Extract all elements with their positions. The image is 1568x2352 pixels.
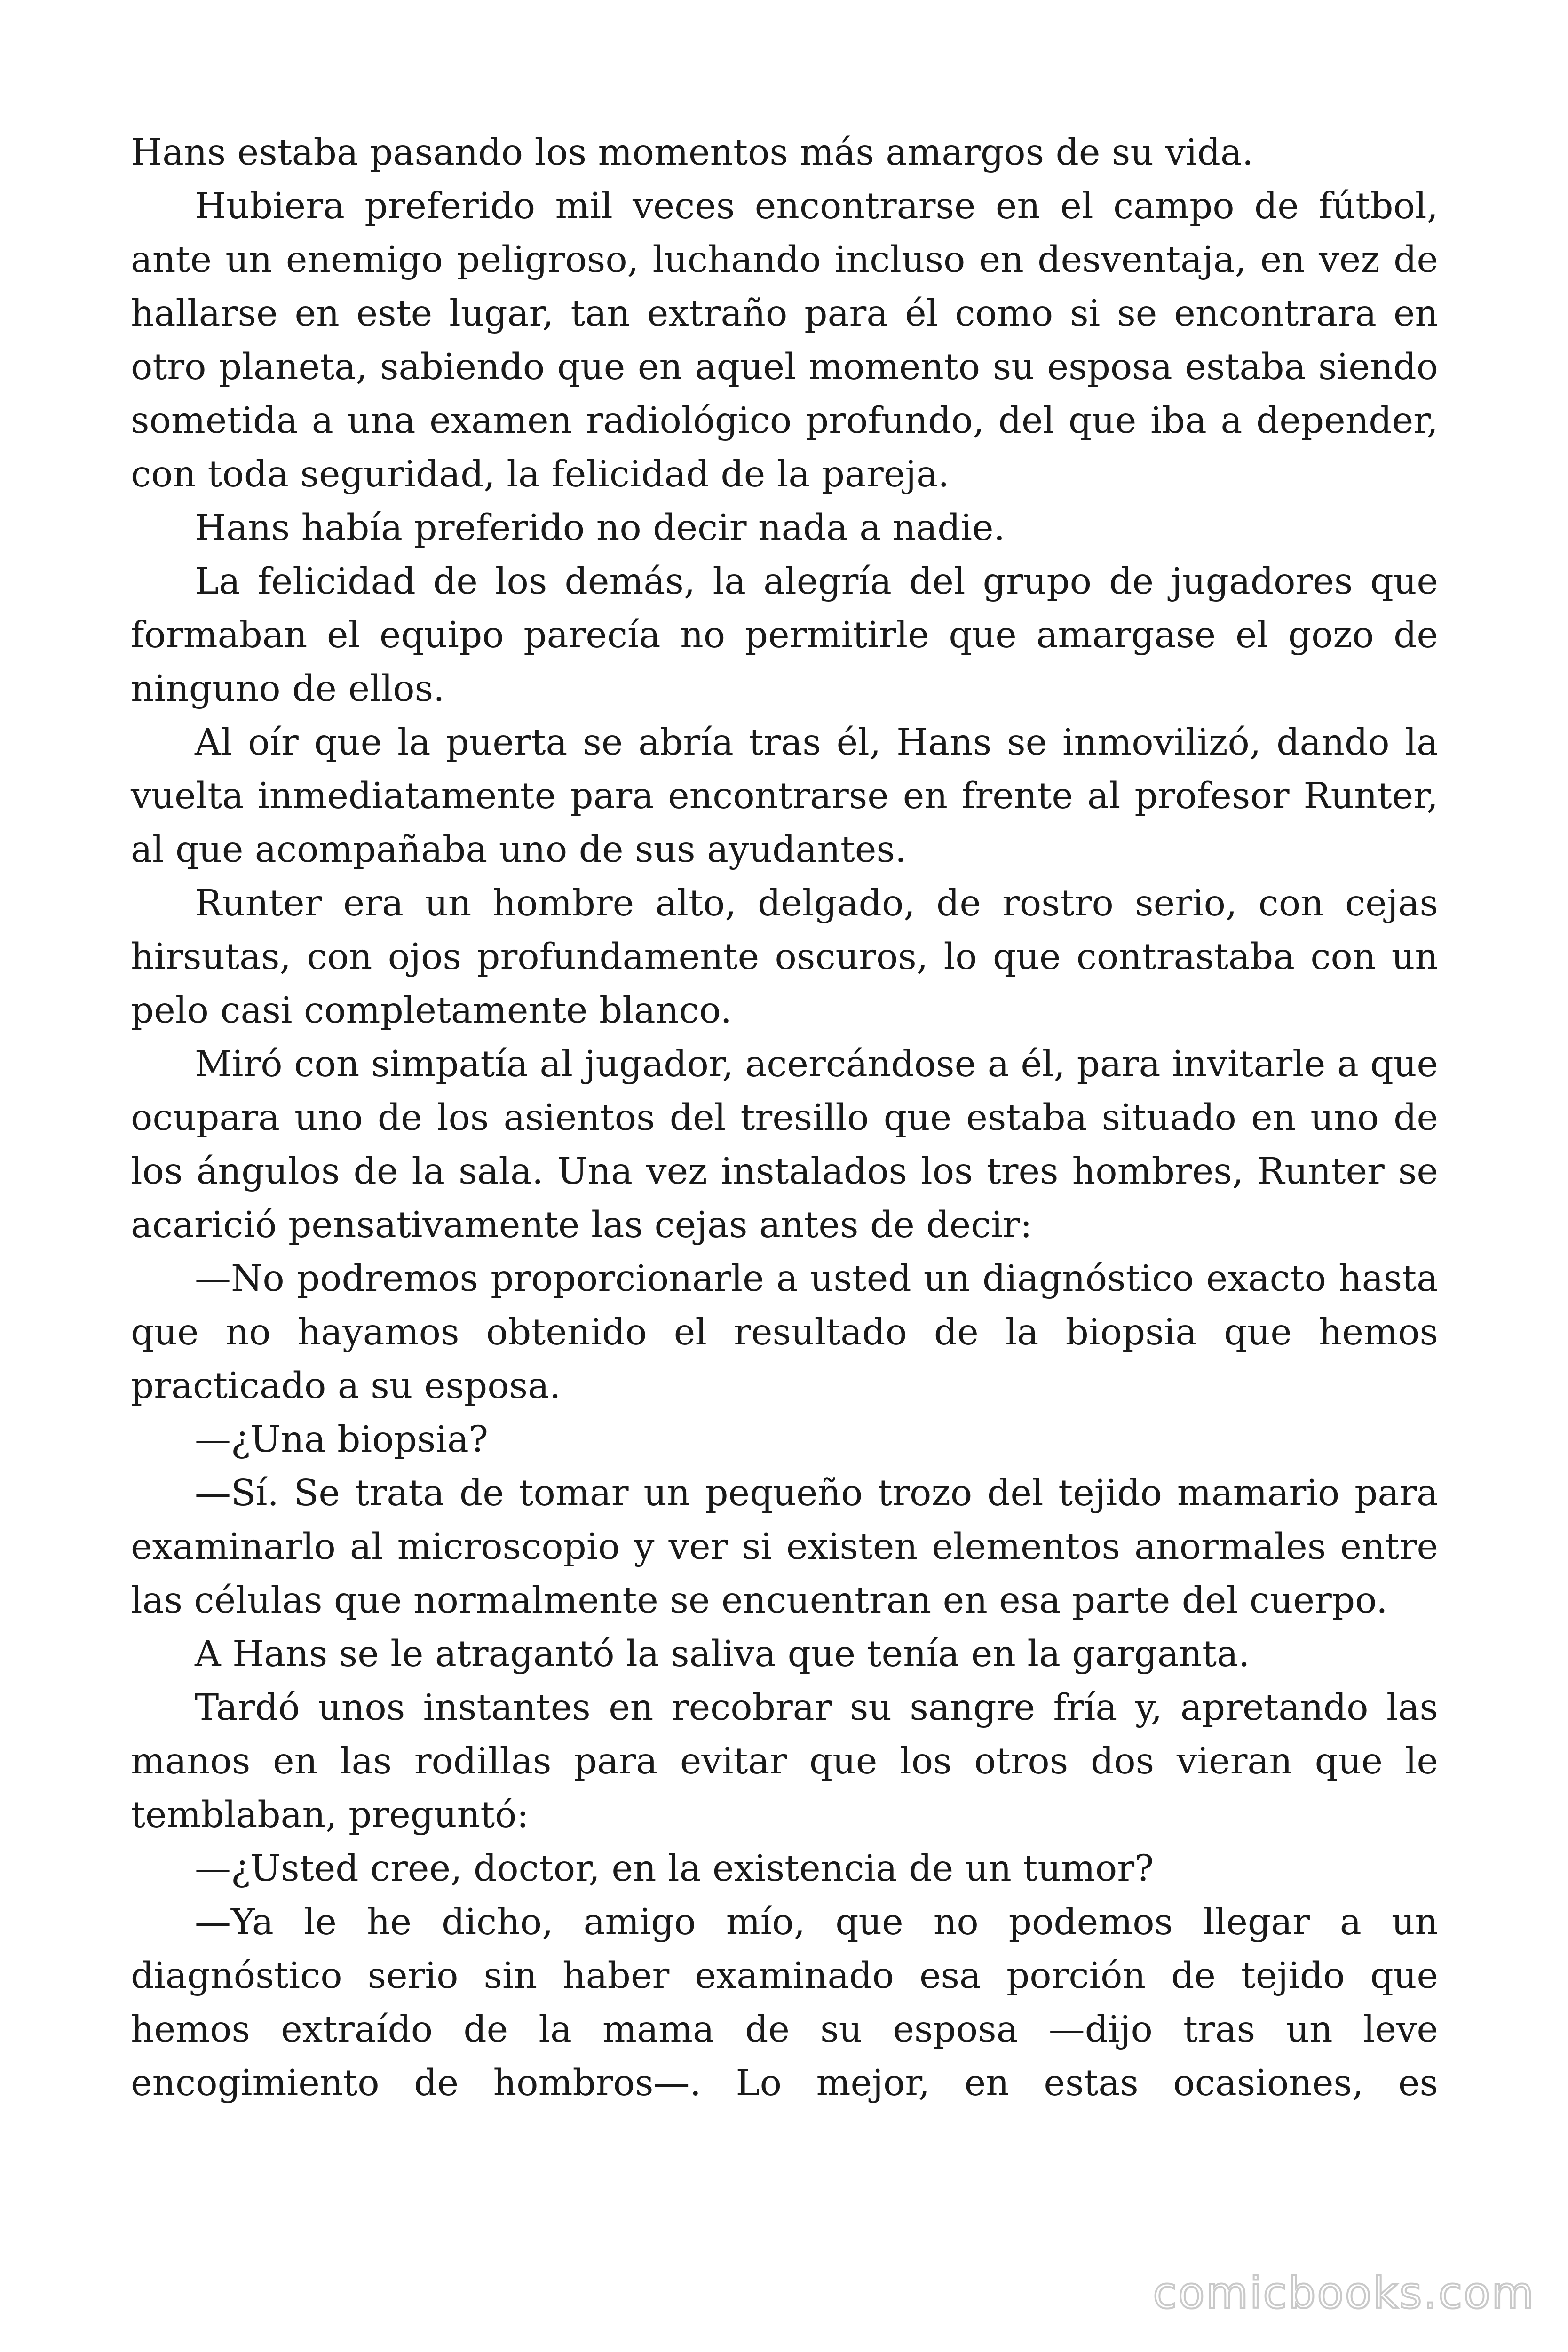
paragraph: —¿Una biopsia? xyxy=(195,1419,489,1461)
paragraph: —Ya le he dicho, amigo mío, que no podemos llegar a un diagnóstico serio sin haber examinado esa porción de tejido que hemos extraído de la mama de su esposa —dijo tras un leve encogimiento de hombros—. Lo mejor, en estas ocasiones, es xyxy=(131,1901,1438,2104)
paragraph: —¿Usted cree, doctor, en la existencia de un tumor? xyxy=(195,1848,1154,1890)
paragraph: A Hans se le atragantó la saliva que tenía en la garganta. xyxy=(195,1633,1250,1675)
watermark: comicbooks.com xyxy=(1153,2268,1535,2318)
paragraph: —Sí. Se trata de tomar un pequeño trozo del tejido mamario para examinarlo al microscopio y ver si existen elementos anormales entre las células que normalmente se encuentran en esa parte del cuerpo. xyxy=(131,1472,1438,1621)
paragraph: Tardó unos instantes en recobrar su sangre fría y, apretando las manos en las rodillas para evitar que los otros dos vieran que le temblaban, preguntó: xyxy=(131,1687,1438,1836)
paragraph: La felicidad de los demás, la alegría del grupo de jugadores que formaban el equipo parecía no permitirle que amargase el gozo de ninguno de ellos. xyxy=(131,561,1438,710)
book-page-text xyxy=(131,126,1438,2110)
paragraph: Hans estaba pasando los momentos más amargos de su vida. xyxy=(131,132,1254,174)
paragraph: Miró con simpatía al jugador, acercándose a él, para invitarle a que ocupara uno de los asientos del tresillo que estaba situado en uno de los ángulos de la sala. Una vez instalados los tres hombres, Runter se acarició pensativamente las cejas antes de decir: xyxy=(131,1043,1438,1246)
paragraph: Al oír que la puerta se abría tras él, Hans se inmovilizó, dando la vuelta inmediatamente para encontrarse en frente al profesor Runter, al que acompañaba uno de sus ayudantes. xyxy=(131,722,1438,871)
paragraph: —No podremos proporcionarle a usted un diagnóstico exacto hasta que no hayamos obtenido el resultado de la biopsia que hemos practicado a su esposa. xyxy=(131,1258,1438,1407)
paragraph: Hubiera preferido mil veces encontrarse en el campo de fútbol, ante un enemigo peligroso, luchando incluso en desventaja, en vez de hallarse en este lugar, tan extraño para él como si se encontrara en otro planeta, sabiendo que en aquel momento su esposa estaba siendo sometida a una examen radiológico profundo, del que iba a depender, con toda seguridad, la felicidad de la pareja. xyxy=(131,185,1438,495)
paragraph: Hans había preferido no decir nada a nadie. xyxy=(195,507,1006,549)
paragraph: Runter era un hombre alto, delgado, de rostro serio, con cejas hirsutas, con ojos profundamente oscuros, lo que contrastaba con un pelo casi completamente blanco. xyxy=(131,882,1438,1032)
